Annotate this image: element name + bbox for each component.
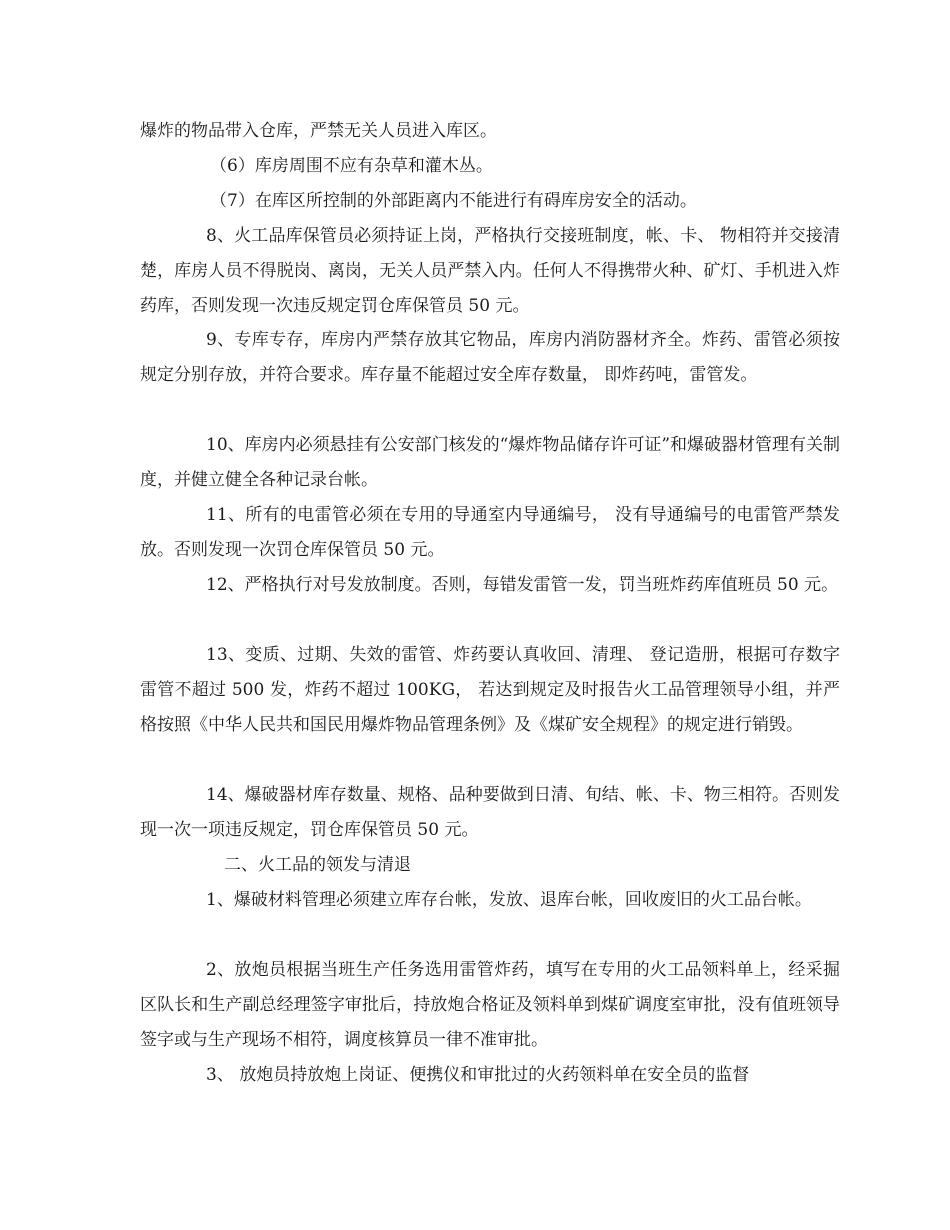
paragraph-rule-11: 11、所有的电雷管必须在专用的导通室内导通编号， 没有导通编号的电雷管严禁发放。否则发现一次罚仓库保管员 50 元。 <box>140 505 840 560</box>
paragraph-rule-9: 9、专库专存，库房内严禁存放其它物品，库房内消防器材齐全。炸药、雷管必须按规定分别存放，并符合要求。库存量不能超过安全库存数量， 即炸药吨，雷管发。 <box>140 330 840 385</box>
paragraph-continuation: 爆炸的物品带入仓库，严禁无关人员进入库区。 <box>140 121 497 141</box>
paragraph-issue-3: 3、 放炮员持放炮上岗证、便携仪和审批过的火药领料单在安全员的监督 <box>206 1065 750 1085</box>
paragraph-rule-10: 10、库房内必须悬挂有公安部门核发的“爆炸物品储存许可证”和爆破器材管理有关制度，并健立健全各种记录台帐。 <box>140 435 841 490</box>
paragraph-issue-1: 1、爆破材料管理必须建立库存台帐，发放、退库台帐，回收废旧的火工品台帐。 <box>206 890 812 910</box>
paragraph-rule-8: 8、火工品库保管员必须持证上岗，严格执行交接班制度，帐、卡、 物相符并交接清楚，库房人员不得脱岗、离岗，无关人员严禁入内。任何人不得携带火种、矿灯、手机进入炸药库，否则发现一次违反规定罚仓库保管员 50 元。 <box>140 226 840 316</box>
paragraph-rule-13: 13、变质、过期、失效的雷管、炸药要认真收回、清理、 登记造册，根据可存数字雷管不超过 500 发，炸药不超过 100KG， 若达到规定及时报告火工品管理领导小组，并严格按照《中华人民共和国民用爆炸物品管理条例》及《煤矿安全规程》的规定进行销毁。 <box>140 645 840 735</box>
paragraph-item-7: （7）在库区所控制的外部距离内不能进行有碍库房安全的活动。 <box>210 191 697 211</box>
paragraph-rule-12: 12、严格执行对号发放制度。否则，每错发雷管一发，罚当班炸药库值班员 50 元。 <box>206 575 839 595</box>
section-heading: 二、火工品的领发与清退 <box>224 855 411 875</box>
paragraph-issue-2: 2、放炮员根据当班生产任务选用雷管炸药，填写在专用的火工品领料单上，经采掘区队长和生产副总经理签字审批后，持放炮合格证及领料单到煤矿调度室审批，没有值班领导签字或与生产现场不相符，调度核算员一律不准审批。 <box>140 960 840 1050</box>
paragraph-rule-14: 14、爆破器材库存数量、规格、品种要做到日清、旬结、帐、卡、物三相符。否则发现一次一项违反规定，罚仓库保管员 50 元。 <box>140 785 840 840</box>
paragraph-item-6: （6）库房周围不应有杂草和灌木丛。 <box>210 156 493 176</box>
